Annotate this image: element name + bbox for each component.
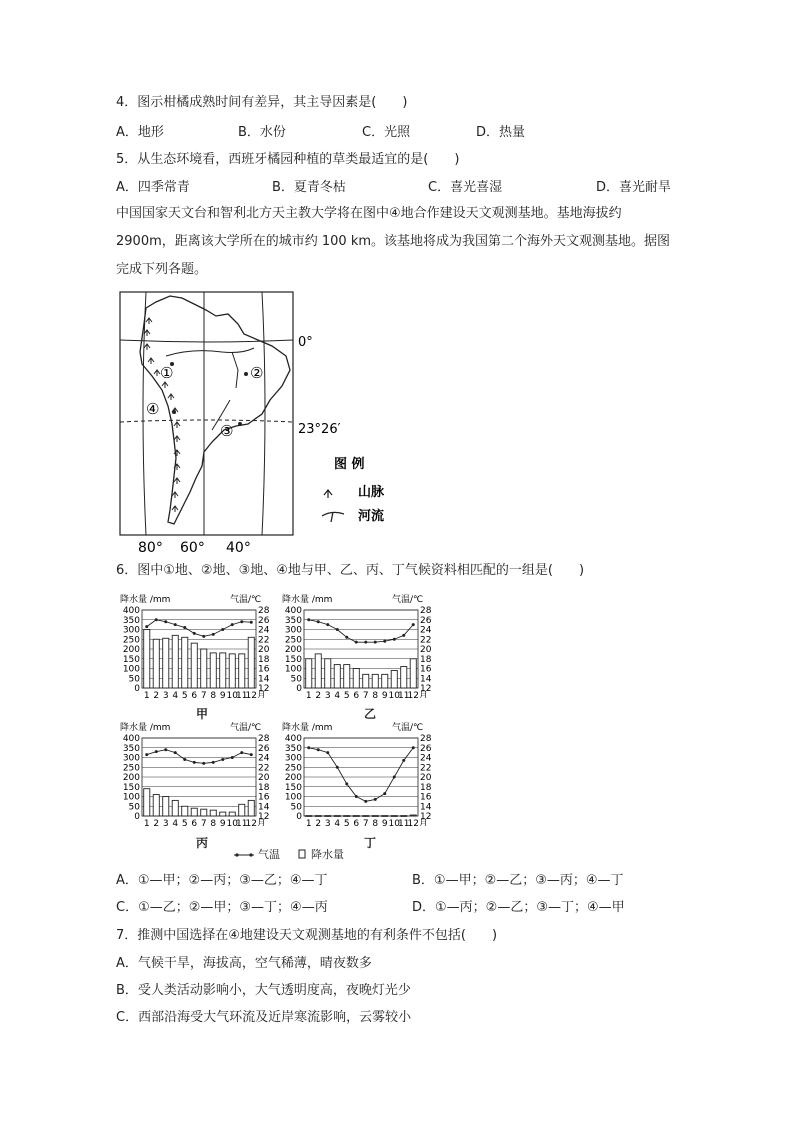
q6-option-b: B．①—甲；②—乙；③—丙；④—丁 [412,873,624,888]
x-unit-label: 月 [257,819,267,826]
q4-option-c: C．光照 [362,125,411,140]
q5-option-d: D．喜光耐旱 [596,180,672,195]
x-tick-label: 6 [191,819,198,826]
x-tick-label: 6 [191,691,198,698]
temp-point [412,746,415,749]
precip-bar [315,654,321,688]
precip-bar [182,637,188,688]
temp-line [147,620,252,637]
x-tick-label: 6 [353,819,360,826]
precip-bar [353,669,359,689]
temp-point [345,636,348,639]
y-tick-label: 200 [122,773,140,783]
y2-tick-label: 18 [258,654,270,665]
q5-option-a: A．四季常青 [116,180,190,195]
precip-bar [401,667,407,688]
precip-bar [210,810,216,816]
y-tick-label: 150 [122,654,140,665]
lat-tropic-label: 23°26′ [298,422,341,437]
temp-point [383,640,386,643]
y2-tick-label: 28 [420,606,432,616]
temp-point [355,641,358,644]
y2-axis-title: 气温/℃ [230,595,262,605]
y2-tick-label: 22 [258,763,270,774]
q7-stem: 7．推测中国选择在④地建设天文观测基地的有利条件不包括( ) [116,928,498,943]
chart-title-yi: 乙 [364,707,377,721]
y2-axis-title: 气温/℃ [230,723,262,733]
x-tick-label: 6 [353,691,360,698]
x-tick-label: 7 [200,819,207,826]
y2-tick-label: 20 [258,645,270,655]
y2-tick-label: 14 [258,802,270,813]
y-tick-label: 200 [284,773,302,783]
y2-tick-label: 16 [420,792,432,803]
precip-bar [315,816,321,817]
x-unit-label: 月 [419,819,429,826]
precip-bar [239,654,245,688]
precip-bar [363,674,369,688]
x-tick-label: 12 [245,691,257,698]
precip-bar [153,639,159,688]
x-tick-label: 3 [324,819,331,826]
y2-tick-label: 24 [420,753,432,764]
y-tick-label: 350 [122,615,140,626]
q5-option-b: B．夏青冬枯 [272,180,346,195]
temp-point [336,766,339,769]
site-label-1: ① [160,364,174,382]
precip-bar [153,795,159,816]
temp-point [183,626,186,629]
precip-bar [201,809,207,816]
y2-tick-label: 26 [258,615,270,626]
y-tick-label: 50 [128,802,140,813]
temp-point [183,758,186,761]
y2-tick-label: 18 [258,782,270,793]
temp-point [326,751,329,754]
y-tick-label: 0 [296,684,302,694]
y-axis-title: 降水量 /mm [120,723,171,733]
y2-tick-label: 12 [420,812,432,822]
y-tick-label: 0 [296,812,302,822]
x-tick-label: 9 [219,691,226,698]
temp-point [250,753,253,756]
x-tick-label: 8 [210,819,217,826]
y-tick-label: 50 [290,802,302,813]
temp-point [307,746,310,749]
chart-title-jia: 甲 [196,707,209,721]
temp-point [402,634,405,637]
precip-bar [401,816,407,817]
y2-tick-label: 14 [258,674,270,685]
y2-tick-label: 14 [420,802,432,813]
temp-point [164,620,167,623]
x-tick-label: 5 [181,819,188,826]
precip-bar [391,816,397,817]
temp-line [147,750,252,764]
temp-point [240,620,243,623]
precip-bar [344,816,350,817]
precip-bar [382,816,388,817]
x-tick-label: 10 [226,691,238,698]
precip-bar [391,670,397,688]
y2-tick-label: 16 [258,664,270,675]
precip-bar [334,816,340,817]
x-tick-label: 3 [162,691,169,698]
precip-bar [172,635,178,688]
precip-bar [325,659,331,688]
x-tick-label: 1 [143,691,150,698]
temp-point [212,633,215,636]
y2-tick-label: 26 [420,615,432,626]
x-tick-label: 11 [236,819,248,826]
x-tick-label: 11 [398,691,410,698]
y-tick-label: 400 [122,606,140,616]
precip-bar [410,659,416,688]
x-tick-label: 1 [305,819,312,826]
climate-chart-bing [118,720,278,826]
precip-bar [201,649,207,688]
y-tick-label: 100 [122,664,140,675]
q6-option-c: C．①—乙；②—甲；③—丁；④—丙 [116,900,328,915]
temp-point [326,623,329,626]
q7-option-a: A．气候干旱，海拔高，空气稀薄，晴夜数多 [116,956,372,971]
x-tick-label: 2 [153,691,160,698]
precip-bar [334,665,340,688]
precip-bar [191,808,197,816]
precip-bar [220,653,226,688]
precip-bar [353,816,359,817]
y2-axis-title: 气温/℃ [392,723,424,733]
temp-point [355,795,358,798]
temp-legend-label: 气温 [258,848,280,861]
q5-option-c: C．喜光喜湿 [428,180,503,195]
temp-point [336,628,339,631]
precip-bar [144,630,150,689]
y-tick-label: 100 [284,792,302,803]
lon-label-80: 80° [138,540,163,555]
x-tick-label: 2 [315,819,322,826]
temp-point [393,638,396,641]
precip-bar [248,800,254,816]
y2-tick-label: 20 [420,773,432,783]
river-legend-icon [322,512,344,522]
precip-legend-icon [298,849,306,859]
y-tick-label: 350 [284,743,302,754]
y2-tick-label: 26 [420,743,432,754]
temp-point [364,800,367,803]
temp-point [250,621,253,624]
precip-bar [163,638,169,688]
y-axis-title: 降水量 /mm [120,595,171,605]
y-tick-label: 150 [122,782,140,793]
precip-bar [325,816,331,817]
precip-bar [220,812,226,816]
x-tick-label: 8 [210,691,217,698]
climate-chart-ding [280,720,440,826]
temp-point [240,751,243,754]
y2-tick-label: 18 [420,782,432,793]
y-axis-title: 降水量 /mm [282,723,333,733]
y-tick-label: 400 [284,606,302,616]
x-tick-label: 3 [162,819,169,826]
x-tick-label: 1 [305,691,312,698]
temp-point [174,623,177,626]
site-label-2: ② [250,364,264,382]
y2-tick-label: 20 [258,773,270,783]
temp-point [202,762,205,765]
intro-paragraph: 中国国家天文台和智利北方天主教大学将在图中④地合作建设天文观测基地。基地海拔约2900m，距离该大学所在的城市约 100 km。该基地将成为我国第二个海外天文观测基地。据图完成下列各题。 [116,206,671,277]
legend-title: 图 例 [334,457,365,472]
y-tick-label: 350 [284,615,302,626]
temp-line [309,748,414,802]
x-tick-label: 10 [226,819,238,826]
temp-point [145,625,148,628]
y-tick-label: 200 [122,645,140,655]
precip-bar [229,812,235,816]
chart-title-ding: 丁 [364,836,377,850]
x-tick-label: 7 [200,691,207,698]
precip-bar [210,653,216,688]
x-tick-label: 1 [143,819,150,826]
temp-point [393,776,396,779]
climate-chart-jia [118,592,278,698]
q4-option-b: B．水份 [238,125,286,140]
precip-bar [372,816,378,817]
lon-label-60: 60° [180,540,205,555]
temp-point [193,632,196,635]
y2-tick-label: 24 [258,625,270,636]
site-label-3: ③ [220,422,234,440]
y2-tick-label: 20 [420,645,432,655]
x-tick-label: 7 [362,819,369,826]
temp-point [317,748,320,751]
climate-chart-yi [280,592,440,698]
y-tick-label: 150 [284,654,302,665]
q6-option-d: D．①—丙；②—乙；③—丁；④—甲 [412,900,625,915]
y-tick-label: 300 [284,753,302,764]
y2-tick-label: 12 [420,684,432,694]
temp-point [345,782,348,785]
x-tick-label: 10 [388,691,400,698]
y2-tick-label: 28 [420,734,432,744]
y-tick-label: 0 [134,812,140,822]
y-tick-label: 250 [284,763,302,774]
precip-bar [239,804,245,816]
temp-point [221,758,224,761]
q6-option-a: A．①—甲；②—丙；③—乙；④—丁 [116,873,328,888]
y-tick-label: 400 [122,734,140,744]
precip-bar [182,806,188,816]
y2-tick-label: 24 [258,753,270,764]
q6-stem: 6．图中①地、②地、③地、④地与甲、乙、丙、丁气候资料相匹配的一组是( ) [116,563,585,578]
x-tick-label: 9 [381,819,388,826]
precip-bar [191,643,197,688]
legend-river-label: 河流 [358,509,385,524]
x-tick-label: 4 [334,819,341,826]
q4-stem: 4．图示柑橘成熟时间有差异，其主导因素是( ) [116,95,408,110]
precip-bar [229,654,235,688]
x-tick-label: 9 [219,819,226,826]
y2-tick-label: 22 [258,635,270,646]
y-tick-label: 250 [284,635,302,646]
chart-title-bing: 丙 [196,836,209,850]
precip-bar [382,674,388,688]
q4-option-a: A．地形 [116,125,164,140]
y-tick-label: 300 [122,753,140,764]
x-tick-label: 5 [181,691,188,698]
x-tick-label: 8 [372,691,379,698]
x-unit-label: 月 [257,691,267,698]
x-tick-label: 10 [388,819,400,826]
y2-tick-label: 22 [420,635,432,646]
x-tick-label: 11 [398,819,410,826]
temp-point [155,618,158,621]
y-axis-title: 降水量 /mm [282,595,333,605]
precip-bar [306,659,312,688]
lat-equator-label: 0° [298,335,313,350]
temp-line [309,620,414,642]
x-tick-label: 9 [381,691,388,698]
temp-point [174,751,177,754]
precip-bar [144,789,150,816]
y-tick-label: 100 [284,664,302,675]
q4-option-d: D．热量 [476,125,526,140]
x-tick-label: 5 [343,819,350,826]
temp-point [307,618,310,621]
y2-tick-label: 22 [420,763,432,774]
precip-bar [344,665,350,688]
temp-point [212,761,215,764]
x-tick-label: 8 [372,819,379,826]
y-tick-label: 0 [134,684,140,694]
temp-point [231,623,234,626]
y-tick-label: 50 [290,674,302,685]
q7-option-b: B．受人类活动影响小，大气透明度高，夜晚灯光少 [116,983,411,998]
temp-point [364,641,367,644]
precip-bar [410,815,416,816]
temp-point [145,753,148,756]
x-tick-label: 12 [407,691,419,698]
south-america-map [112,290,412,555]
site-label-4: ④ [146,400,160,418]
x-tick-label: 5 [343,691,350,698]
y2-tick-label: 16 [420,664,432,675]
y-tick-label: 250 [122,763,140,774]
temp-legend-icon [232,851,256,859]
mountain-legend-icon [324,490,332,498]
x-tick-label: 4 [172,691,179,698]
temp-point [412,623,415,626]
y2-axis-title: 气温/℃ [392,595,424,605]
precip-bar [163,797,169,817]
lon-label-40: 40° [226,540,251,555]
y-tick-label: 300 [284,625,302,636]
x-tick-label: 12 [245,819,257,826]
temp-point [374,641,377,644]
y2-tick-label: 12 [258,812,270,822]
y2-tick-label: 24 [420,625,432,636]
x-tick-label: 2 [315,691,322,698]
x-tick-label: 4 [334,691,341,698]
temp-point [383,792,386,795]
x-tick-label: 12 [407,819,419,826]
x-tick-label: 7 [362,691,369,698]
precip-bar [306,816,312,817]
x-tick-label: 4 [172,819,179,826]
x-unit-label: 月 [419,691,429,698]
temp-point [231,756,234,759]
y-tick-label: 50 [128,674,140,685]
y2-tick-label: 14 [420,674,432,685]
y2-tick-label: 26 [258,743,270,754]
temp-point [202,635,205,638]
precip-legend-label: 降水量 [311,848,344,861]
temp-point [402,759,405,762]
y-tick-label: 400 [284,734,302,744]
precip-bar [372,674,378,688]
legend-mountain-label: 山脉 [358,485,385,500]
y2-tick-label: 28 [258,734,270,744]
temp-point [193,761,196,764]
y-tick-label: 100 [122,792,140,803]
temp-point [317,620,320,623]
y2-tick-label: 28 [258,606,270,616]
y-tick-label: 200 [284,645,302,655]
y-tick-label: 150 [284,782,302,793]
q7-option-c: C．西部沿海受大气环流及近岸寒流影响，云雾较小 [116,1010,412,1025]
x-tick-label: 3 [324,691,331,698]
y2-tick-label: 18 [420,654,432,665]
precip-bar [363,816,369,817]
temp-point [374,798,377,801]
temp-point [221,628,224,631]
precip-bar [172,800,178,816]
x-tick-label: 11 [236,691,248,698]
y2-tick-label: 16 [258,792,270,803]
temp-point [164,748,167,751]
y-tick-label: 350 [122,743,140,754]
x-tick-label: 2 [153,819,160,826]
q5-stem: 5．从生态环境看，西班牙橘园种植的草类最适宜的是( ) [116,152,460,167]
precip-bar [248,637,254,688]
y2-tick-label: 12 [258,684,270,694]
temp-point [155,750,158,753]
y-tick-label: 250 [122,635,140,646]
y-tick-label: 300 [122,625,140,636]
